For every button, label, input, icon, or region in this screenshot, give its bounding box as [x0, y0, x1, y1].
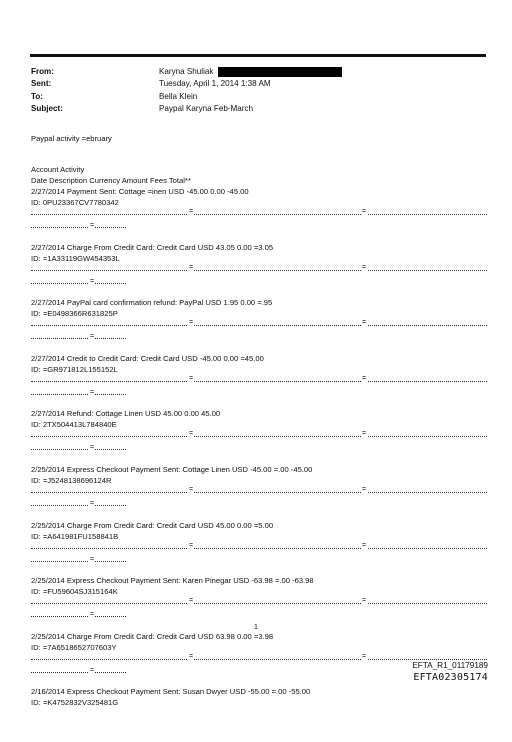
dotted-line	[31, 283, 126, 284]
document-id-large: EFTA02305174	[413, 672, 488, 683]
to-value: Bella Klein	[159, 91, 198, 101]
sent-label: Sent:	[31, 79, 52, 89]
dotted-line	[31, 561, 126, 562]
dotted-separator	[31, 430, 487, 440]
dotted-line	[31, 381, 487, 382]
separator-mark: =	[362, 263, 367, 271]
transaction-detail: 2/16/2014 Express Checkout Payment Sent: Susan Dwyer USD -55.00 =.00 -55.00	[31, 687, 311, 697]
section-title: Account Activity	[31, 165, 85, 174]
transaction-detail: 2/27/2014 Credit to Credit Card: Credit Card USD -45.00 0.00 =45.00	[31, 353, 264, 363]
transaction-detail: 2/27/2014 PayPal card confirmation refund: PayPal USD 1.95 0.00 =.95	[31, 298, 273, 308]
dotted-line	[31, 394, 126, 395]
transaction-entry	[31, 186, 487, 242]
transaction-id: ID: =7A6518652707603Y	[31, 642, 117, 652]
separator-mark: =	[362, 652, 367, 660]
sent-value: Tuesday, April 1, 2014 1:38 AM	[159, 79, 271, 89]
dotted-line	[31, 492, 487, 493]
separator-mark: =	[189, 652, 194, 660]
transaction-id: ID: 2TX504413L784840E	[31, 420, 117, 430]
dotted-separator	[31, 319, 487, 329]
dotted-separator	[31, 264, 487, 274]
transaction-entry	[31, 464, 487, 520]
transaction-entry	[31, 575, 487, 631]
short-dotted-separator	[31, 279, 151, 286]
short-dotted-separator	[31, 223, 151, 230]
dotted-line	[31, 436, 487, 437]
transaction-entry	[31, 297, 487, 353]
dotted-line	[31, 505, 126, 506]
transaction-entry	[31, 242, 487, 298]
separator-mark: =	[90, 277, 95, 285]
separator-mark: =	[90, 388, 95, 396]
separator-mark: =	[189, 208, 194, 215]
short-dotted-separator	[31, 445, 151, 452]
transaction-id: ID: =J5248138696124R	[31, 475, 112, 485]
dotted-separator	[31, 208, 487, 218]
subject-label: Subject:	[31, 104, 63, 114]
dotted-line	[31, 449, 126, 450]
separator-mark: =	[362, 208, 367, 215]
short-dotted-separator	[31, 390, 151, 397]
subject-row	[31, 103, 481, 115]
page-number: 1	[254, 624, 258, 631]
separator-mark: =	[189, 541, 194, 549]
dotted-line	[31, 603, 487, 604]
short-dotted-separator	[31, 334, 151, 341]
transaction-entry	[31, 686, 487, 742]
transaction-id: ID: =E0498366R631825P	[31, 309, 118, 319]
subject-value: Paypal Karyna Feb-March	[159, 104, 254, 114]
separator-mark: =	[90, 499, 95, 507]
dotted-separator	[31, 486, 487, 496]
transaction-entry	[31, 353, 487, 409]
separator-mark: =	[90, 333, 95, 341]
transaction-entry	[31, 520, 487, 576]
sent-row	[31, 78, 481, 90]
to-label: To:	[31, 91, 43, 101]
dotted-line	[31, 659, 487, 660]
transaction-detail: 2/25/2014 Charge From Credit Card: Credit Card USD 45.00 0.00 =5.00	[31, 520, 274, 530]
dotted-separator	[31, 597, 487, 607]
transaction-id: ID: =1A33119GW454353L	[31, 253, 120, 263]
to-row	[31, 91, 481, 103]
from-value: Karyna Shuliak	[159, 67, 214, 76]
email-header	[31, 66, 481, 116]
separator-mark: =	[362, 485, 367, 493]
dotted-line	[31, 338, 126, 339]
separator-mark: =	[90, 222, 95, 229]
dotted-line	[31, 548, 487, 549]
transaction-detail: 2/27/2014 Charge From Credit Card: Credit Card USD 43.05 0.00 =3.05	[31, 242, 274, 252]
transaction-detail: 2/25/2014 Charge From Credit Card: Credit Card USD 63.98 0.00 =3.98	[31, 631, 274, 641]
transaction-detail: 2/27/2014 Payment Sent: Cottage =inen USD -45.00 0.00 -45.00	[31, 187, 249, 196]
transaction-detail: 2/27/2014 Refund: Cottage Linen USD 45.00 0.00 45.00	[31, 409, 221, 419]
separator-mark: =	[362, 597, 367, 605]
transaction-list	[31, 186, 487, 742]
separator-mark: =	[189, 485, 194, 493]
short-dotted-separator	[31, 557, 151, 564]
dotted-line	[31, 270, 487, 271]
separator-mark: =	[362, 541, 367, 549]
separator-mark: =	[189, 263, 194, 271]
transaction-detail: 2/25/2014 Express Checkout Payment Sent: Cottage Linen USD -45.00 =.00 -45.00	[31, 464, 313, 474]
dotted-separator	[31, 375, 487, 385]
transaction-id: ID: =GR971812L155152L	[31, 364, 118, 374]
from-label: From:	[31, 67, 54, 76]
transaction-id: ID: =A641981FU158841B	[31, 531, 119, 541]
redaction-bar	[218, 67, 342, 77]
dotted-separator	[31, 542, 487, 552]
document-id-small: EFTA_R1_01179189	[412, 661, 488, 670]
short-dotted-separator	[31, 612, 151, 619]
from-row	[31, 66, 481, 78]
separator-mark: =	[189, 597, 194, 605]
column-headers: Date Description Currency Amount Fees Total**	[31, 176, 191, 185]
separator-mark: =	[189, 319, 194, 327]
transaction-id: ID: 0PU23367CV7780342	[31, 198, 119, 207]
short-dotted-separator	[31, 501, 151, 508]
separator-mark: =	[90, 611, 95, 619]
dotted-line	[31, 214, 487, 215]
separator-mark: =	[362, 319, 367, 327]
transaction-id: ID: =K4752832V325481G	[31, 698, 119, 708]
short-dotted-separator	[31, 668, 151, 675]
dotted-line	[31, 325, 487, 326]
separator-mark: =	[362, 374, 367, 382]
transaction-entry	[31, 408, 487, 464]
transaction-id: ID: =FU59604SJ315164K	[31, 587, 118, 597]
intro-line: Paypal activity =ebruary	[31, 134, 112, 143]
header-rule	[30, 54, 486, 57]
separator-mark: =	[362, 430, 367, 438]
email-body	[31, 133, 487, 742]
dotted-line	[31, 616, 126, 617]
dotted-line	[31, 672, 126, 673]
separator-mark: =	[189, 430, 194, 438]
separator-mark: =	[90, 555, 95, 563]
separator-mark: =	[189, 374, 194, 382]
transaction-detail: 2/25/2014 Express Checkout Payment Sent: Karen Pinegar USD -63.98 =.00 -63.98	[31, 576, 314, 586]
dotted-line	[31, 227, 126, 228]
separator-mark: =	[90, 666, 95, 674]
separator-mark: =	[90, 444, 95, 452]
